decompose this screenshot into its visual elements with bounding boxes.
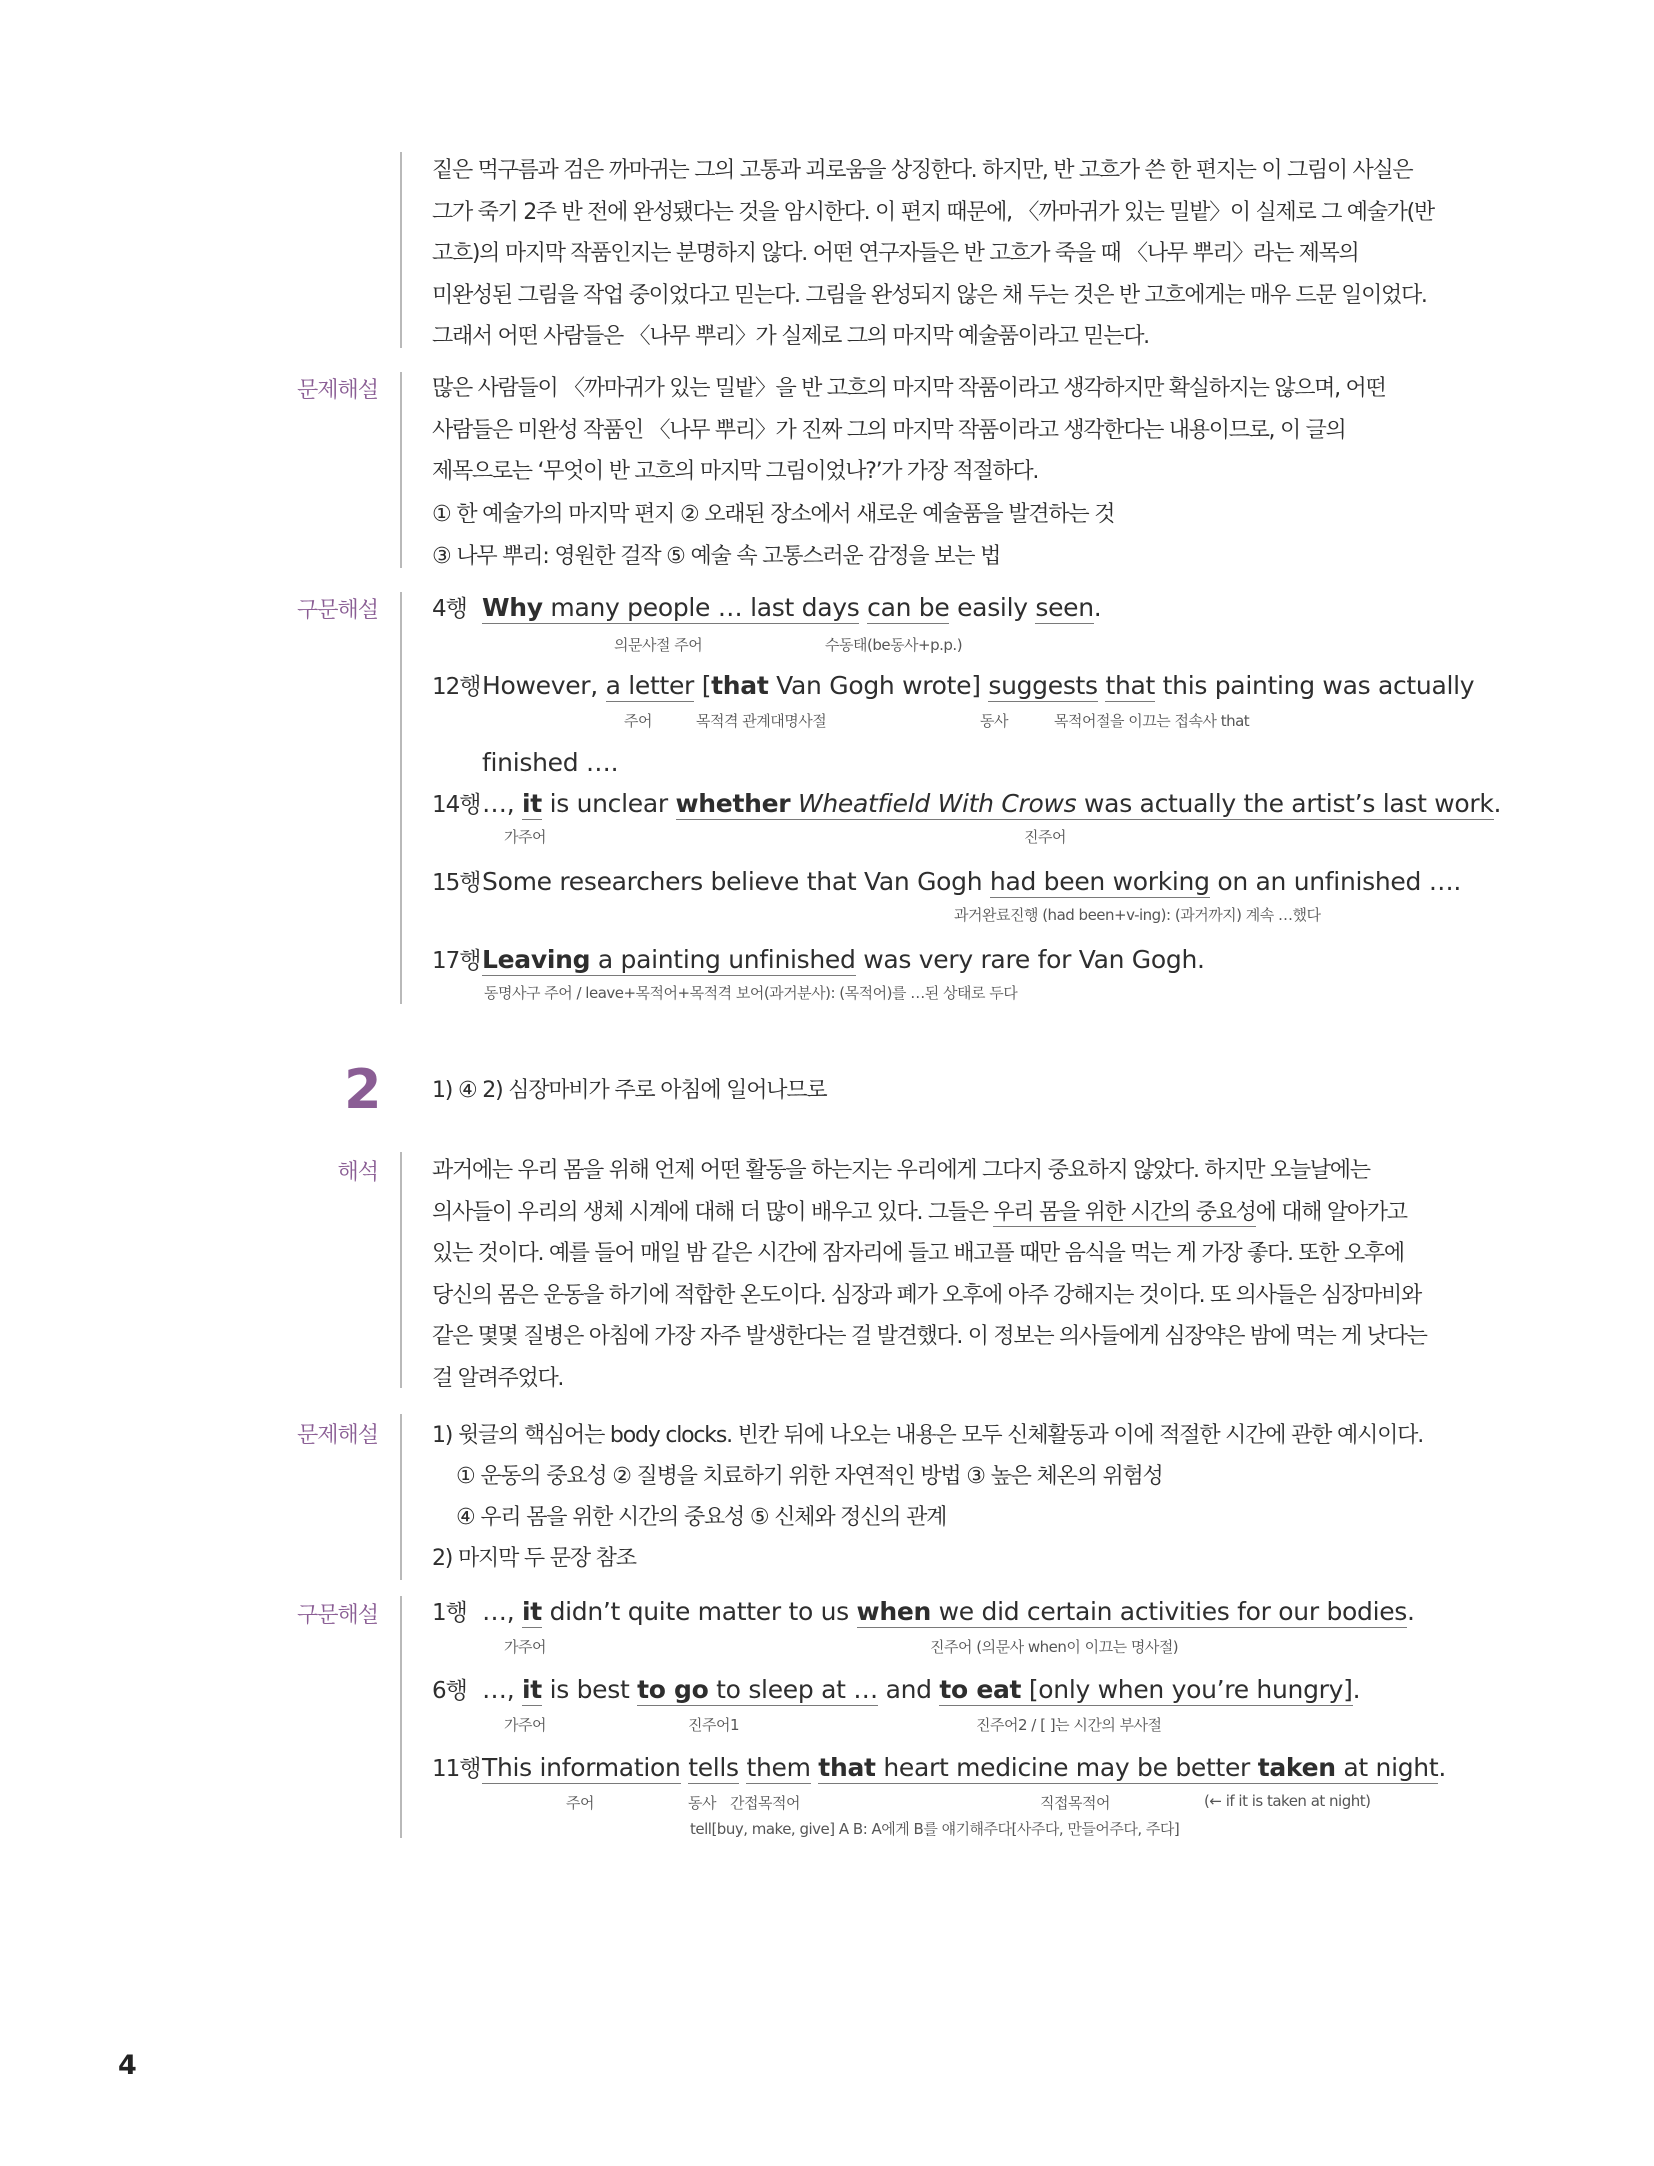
syntax-sentence-11: 11행This information tells them that heart medicine may be better taken at night.: [432, 1750, 1446, 1783]
choices-line-2: ③ 나무 뿌리: 영원한 걸작 ⑤ 예술 속 고통스러운 감정을 보는 법: [432, 544, 1001, 569]
syntax-sentence-17: 17행Leaving a painting unfinished was very rare for Van Gogh.: [432, 942, 1205, 975]
rule-translation-2: [400, 1152, 402, 1388]
annotation: 주어: [624, 712, 652, 730]
annotation: 목적격 관계대명사절: [696, 712, 827, 730]
line-number: 1행: [432, 1600, 467, 1626]
annotation: 목적어절을 이끄는 접속사 that: [1054, 712, 1250, 730]
syntax-sentence-4: 4행 Why many people … last days can be easily seen.: [432, 590, 1101, 623]
annotation: 주어: [566, 1794, 594, 1812]
choices-line-1: ① 운동의 중요성 ② 질병을 치료하기 위한 자연적인 방법 ③ 높은 체온의 위험성: [456, 1464, 1163, 1489]
annotation: 과거완료진행 (had been+v-ing): (과거까지) 계속 …했다: [954, 906, 1321, 924]
problem-label-2: 문제해설: [296, 1423, 378, 1448]
syntax-sentence-1: 1행 …, it didn’t quite matter to us when we did certain activities for our bodies.: [432, 1594, 1415, 1627]
translation-underlined-phrase: 우리 몸을 위한 시간의 중요성: [993, 1199, 1256, 1225]
annotation: tell[buy, make, give] A B: A에게 B를 얘기해주다[사주다, 만들어주다, 주다]: [690, 1820, 1180, 1838]
annotation: 가주어: [504, 1638, 546, 1656]
annotation: 진주어1: [688, 1716, 740, 1734]
annotation: 수동태(be동사+p.p.): [825, 636, 963, 654]
syntax-sentence-14: 14행…, it is unclear whether Wheatfield With Crows was actually the artist’s last work.: [432, 786, 1501, 819]
line-number: 6행: [432, 1678, 467, 1704]
line-number: 14행: [432, 792, 481, 818]
choices-line-2: ④ 우리 몸을 위한 시간의 중요성 ⑤ 신체와 정신의 관계: [456, 1505, 947, 1530]
annotation: 간접목적어: [730, 1794, 800, 1812]
syntax-sentence-15: 15행Some researchers believe that Van Gogh had been working on an unfinished ….: [432, 864, 1461, 897]
rule-top: [400, 152, 402, 348]
page-number: 4: [118, 2050, 137, 2081]
syntax-label-1: 구문해설: [296, 598, 378, 623]
rule-problem-2: [400, 1414, 402, 1580]
choices-line-1: ① 한 예술가의 마지막 편지 ② 오래된 장소에서 새로운 예술품을 발견하는 것: [432, 502, 1115, 527]
translation-label: 해석: [337, 1160, 378, 1185]
annotation: 직접목적어: [1040, 1794, 1110, 1812]
syntax-sentence-12-cont: finished ….: [482, 748, 619, 777]
rule-syntax-2: [400, 1596, 402, 1838]
annotation: 가주어: [504, 828, 546, 846]
why-clause-subject: Why many people … last days: [482, 593, 860, 622]
problem-label-1: 문제해설: [296, 378, 378, 403]
line-number: 11행: [432, 1756, 481, 1782]
syntax-sentence-6: 6행 …, it is best to go to sleep at … and to eat [only when you’re hungry].: [432, 1672, 1360, 1705]
line-number: 15행: [432, 870, 481, 896]
annotation: 진주어 (의문사 when이 이끄는 명사절): [930, 1638, 1179, 1656]
annotation: 동사: [688, 1794, 716, 1812]
passage-translation-continued: 짙은 먹구름과 검은 까마귀는 그의 고통과 괴로움을 상징한다. 하지만, 반 고흐가 쓴 한 편지는 이 그림이 사실은 그가 죽기 2주 반 전에 완성됐다는 것을 암시한다. 이 편지 때문에, 〈까마귀가 있는 밀밭〉이 실제로 그 예술가(반 고흐)의 마지막 작품인지는 분명하지 않다. 어떤 연구자들은 반 고흐가 죽을 때 〈나무 뿌리〉라는 제목의 미완성된 그림을 작업 중이었다고 믿는다. 그림을 완성되지 않은 채 두는 것은 반 고흐에게는 매우 드문 일이었다. 그래서 어떤 사람들은 〈나무 뿌리〉가 실제로 그의 마지막 예술품이라고 믿는다.: [432, 158, 1434, 349]
syntax-label-2: 구문해설: [296, 1603, 378, 1628]
line-number: 17행: [432, 948, 481, 974]
problem-line-1: 1) 윗글의 핵심어는 body clocks. 빈칸 뒤에 나오는 내용은 모두 신체활동과 이에 적절한 시간에 관한 예시이다.: [432, 1423, 1424, 1448]
line-number: 12행: [432, 674, 481, 700]
rule-problem-1: [400, 372, 402, 568]
problem-line-2: 2) 마지막 두 문장 참조: [432, 1546, 636, 1571]
question-number: 2: [344, 1058, 382, 1121]
annotation: (← if it is taken at night): [1204, 1792, 1371, 1810]
annotation: 동명사구 주어 / leave+목적어+목적격 보어(과거분사): (목적어)를 …된 상태로 두다: [484, 984, 1018, 1002]
passive-can-be: can be: [867, 593, 950, 622]
syntax-sentence-12: 12행However, a letter [that Van Gogh wrote] suggests that this painting was actually: [432, 668, 1474, 701]
rule-syntax-1: [400, 592, 402, 1004]
line-number: 4행: [432, 596, 467, 622]
annotation: 동사: [980, 712, 1008, 730]
annotation: 진주어: [1024, 828, 1066, 846]
annotation: 진주어2 / [ ]는 시간의 부사절: [976, 1716, 1162, 1734]
translation-2: 과거에는 우리 몸을 위해 언제 어떤 활동을 하는지는 우리에게 그다지 중요하지 않았다. 하지만 오늘날에는 의사들이 우리의 생체 시계에 대해 더 많이 배우고 있다. 그들은 우리 몸을 위한 시간의 중요성에 대해 알아가고 있는 것이다. 예를 들어 매일 밤 같은 시간에 잠자리에 들고 배고플 때만 음식을 먹는 게 가장 좋다. 또한 오후에 당신의 몸은 운동을 하기에 적합한 온도이다. 심장과 폐가 오후에 아주 강해지는 것이다. 또 의사들은 심장마비와 같은 몇몇 질병은 아침에 가장 자주 발생한다는 걸 발견했다. 이 정보는 의사들에게 심장약은 밤에 먹는 게 낫다는 걸 알려주었다.: [432, 1158, 1427, 1391]
answer-line: 1) ④ 2) 심장마비가 주로 아침에 일어나므로: [432, 1078, 827, 1103]
annotation: 가주어: [504, 1716, 546, 1734]
passive-seen: seen: [1035, 593, 1094, 622]
annotation: 의문사절 주어: [614, 636, 703, 654]
problem-explanation-1: 많은 사람들이 〈까마귀가 있는 밀밭〉을 반 고흐의 마지막 작품이라고 생각하지만 확실하지는 않으며, 어떤 사람들은 미완성 작품인 〈나무 뿌리〉가 진짜 그의 마지막 작품이라고 생각한다는 내용이므로, 이 글의 제목으로는 ‘무엇이 반 고흐의 마지막 그림이었나?’가 가장 적절하다.: [432, 376, 1386, 484]
